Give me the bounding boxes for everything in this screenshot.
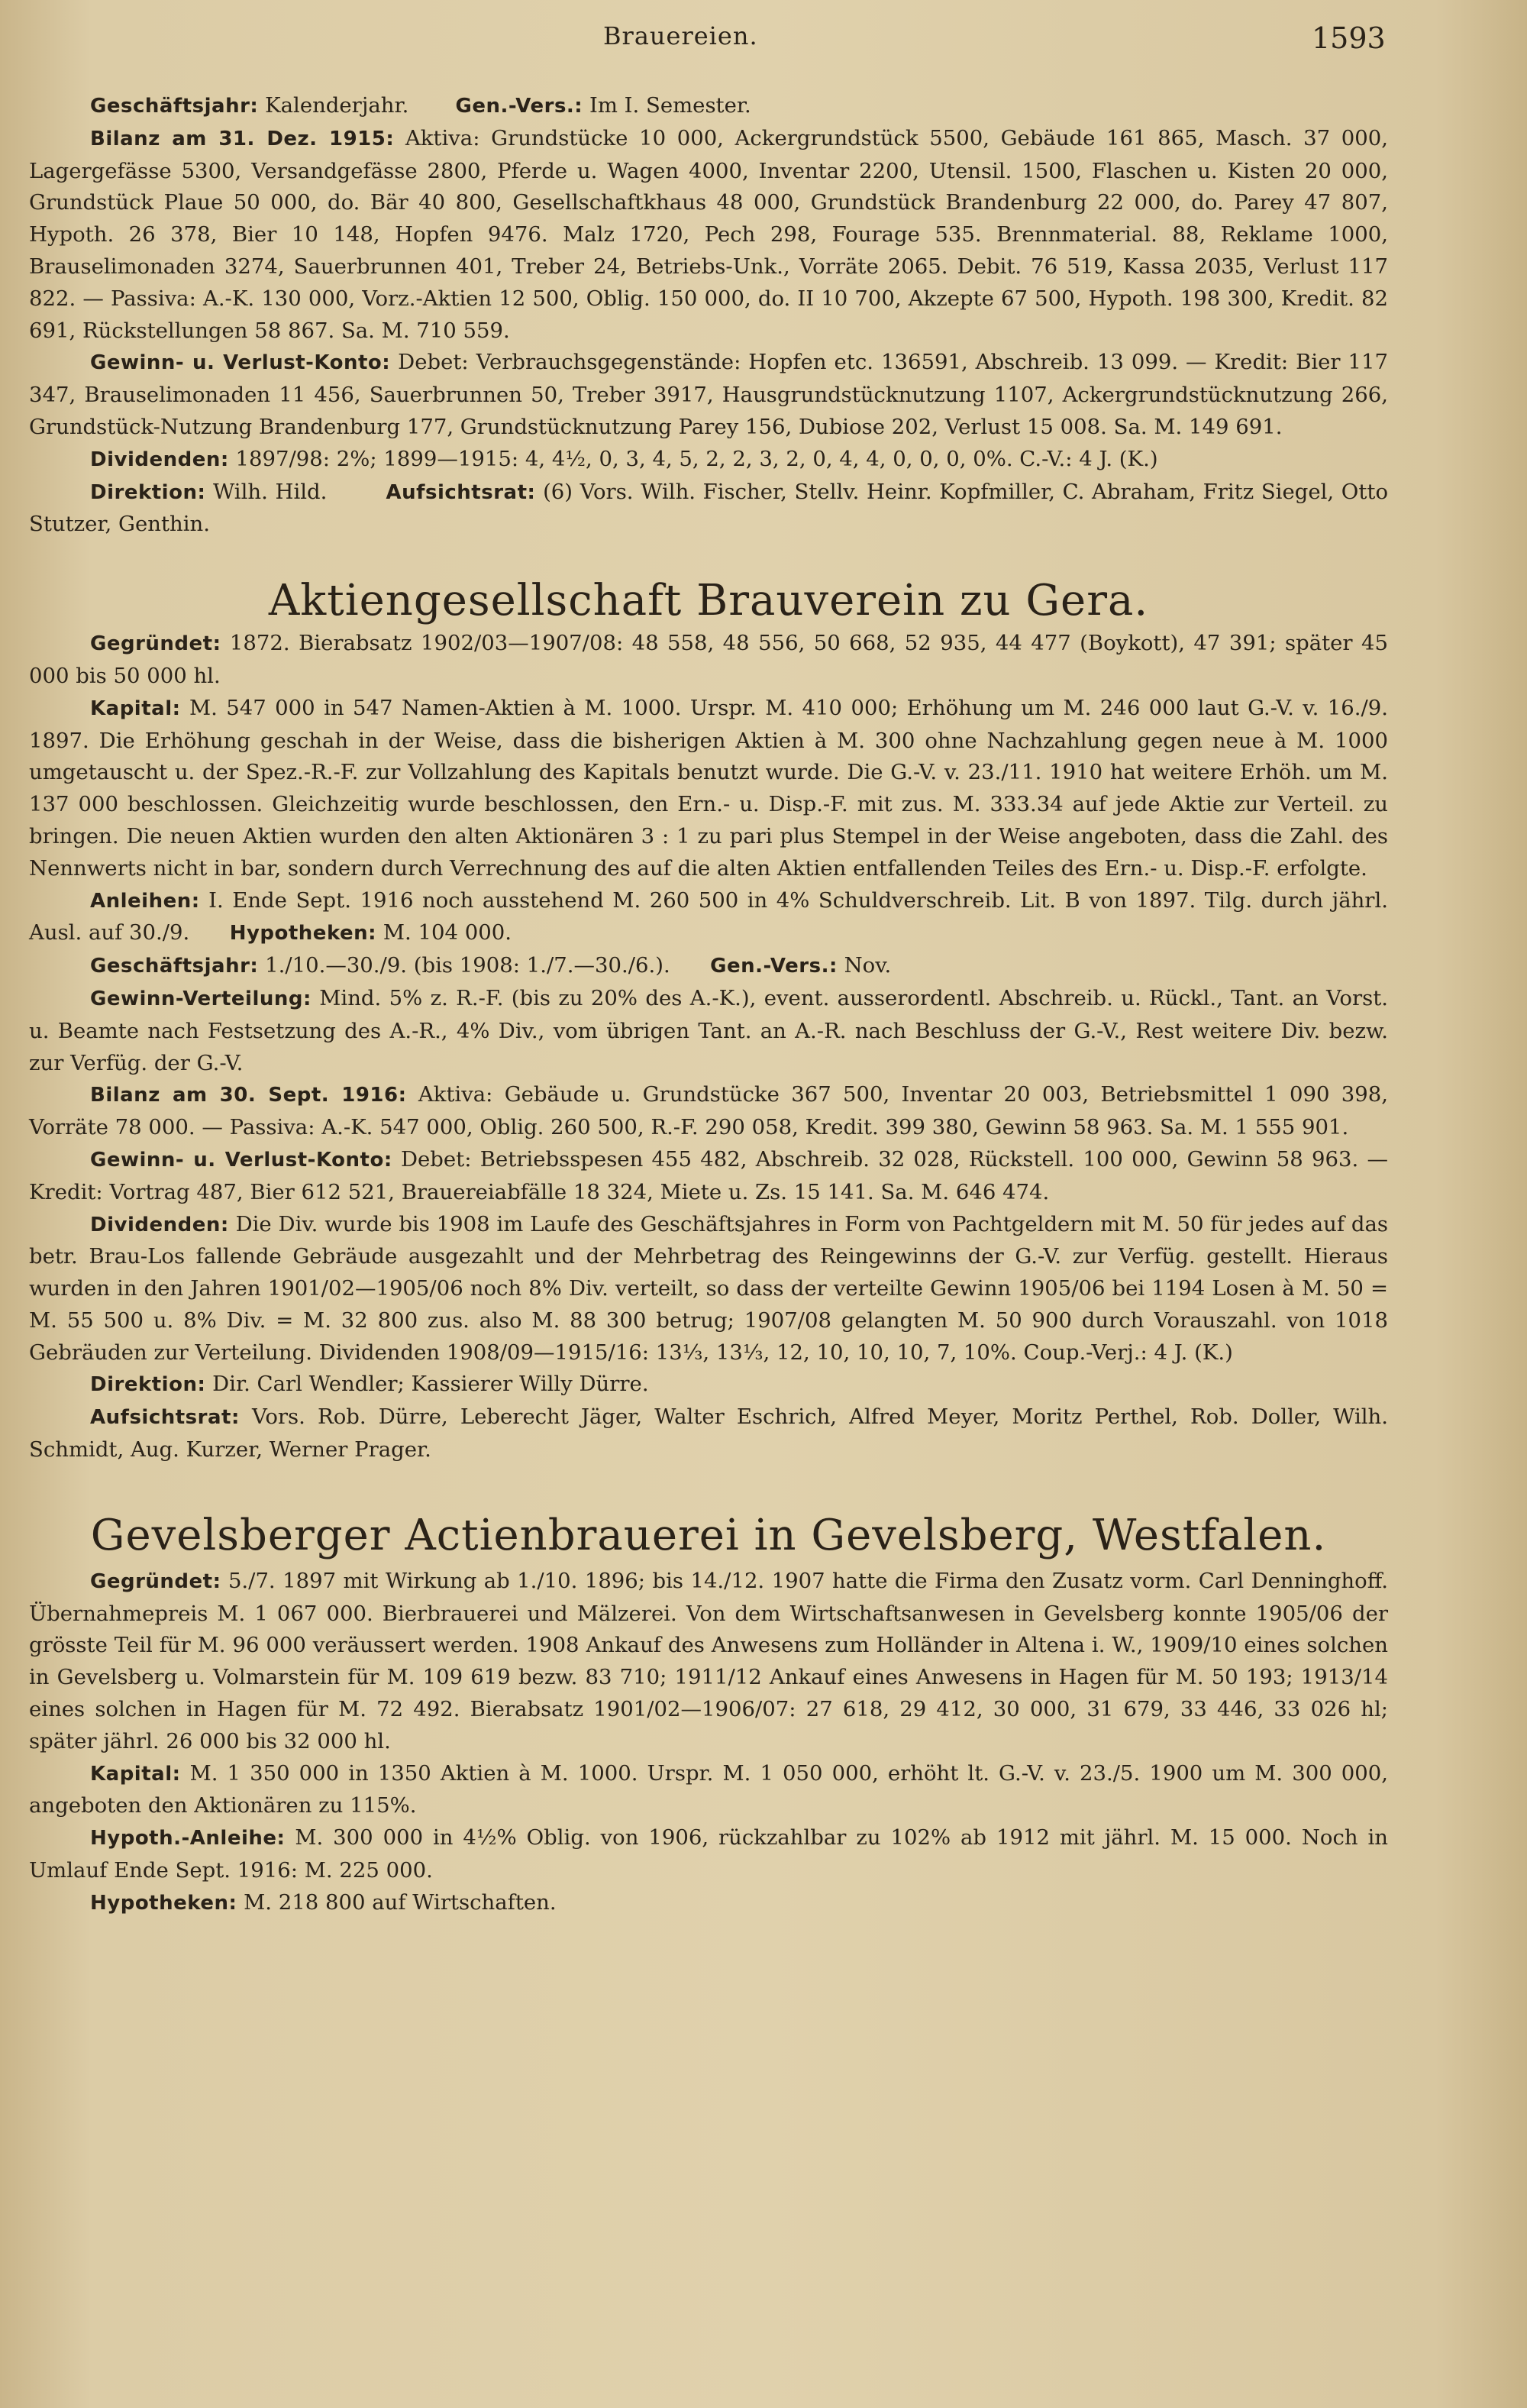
gera-aufsichtsrat-text: Vors. Rob. Dürre, Leberecht Jäger, Walter Eschrich, Alfred Meyer, Moritz Perthel, Rob. Doller, Wilh. Schmidt, Aug. Kurzer, Werner Prager. [29, 1404, 1389, 1463]
gera-gewinn-verlust-entry [29, 1144, 1388, 1209]
gera-dividenden-text: Die Div. wurde bis 1908 im Laufe des Geschäftsjahres in Form von Pachtgeldern mit M. 50 für jedes auf das betr. Brau-Los fallende Gebräude ausgezahlt und der Mehrbetrag des Reingewinns der G.-V. zur Verfüg. gestellt. Hieraus wurden in den Jahren 1901/02—1905/06 noch 8% Div. verteilt, so dass der verteilte Gewinn 1905/06 bei 1194 Losen à M. 50 = M. 55 500 u. 8% Div. = M. 32 800 zus. also M. 88 300 betrug; 1907/08 gelangten M. 50 900 durch Vorauszahl. von 1018 Gebräuden zur Verteilung. Dividenden 1908/09—1915/16: 13⅓, 13⅓, 12, 10, 10, 10, 7, 10%. Coup.-Verj.: 4 J. (K.) [29, 1211, 1388, 1365]
company-title-gera: Aktiengesellschaft Brauverein zu Gera. [268, 576, 1149, 626]
geschaeftsjahr-entry [29, 90, 1388, 123]
gera-direktion-entry [29, 1369, 1388, 1401]
gera-bilanz-label: Bilanz am 30. Sept. 1916: [90, 1084, 407, 1107]
gev-kapital-text: M. 1 350 000 in 1350 Aktien à M. 1000. Urspr. M. 1 050 000, erhöht lt. G.-V. v. 23./5. 1900 um M. 300 000, angeboten den Aktionären zu 115%. [29, 1760, 1388, 1818]
gev-gegruendet-text: 5./7. 1897 mit Wirkung ab 1./10. 1896; bis 14./12. 1907 hatte die Firma den Zusatz vorm. Carl Denninghoff. Übernahmepreis M. 1 067 000. Bierbrauerei und Mälzerei. Von dem Wirtschaftsanwesen in Gevelsberg konnte 1905/06 der grösste Teil für M. 96 000 veräussert werden. 1908 Ankauf des Anwesens zum Holländer in Altena i. W., 1909/10 eines solchen in Gevelsberg u. Volmarstein für M. 109 619 bezw. 83 710; 1911/12 Ankauf eines Anwesens in Hagen für M. 50 193; 1913/14 eines solchen in Hagen für M. 72 492. Bierabsatz 1901/02—1906/07: 27 618, 29 412, 30 000, 31 679, 33 446, 33 026 hl; später jährl. 26 000 bis 32 000 hl. [29, 1568, 1388, 1753]
gera-verteilung-entry [29, 983, 1388, 1079]
gera-geschaeftsjahr-text: 1./10.—30./9. (bis 1908: 1./7.—30./6.). [265, 953, 670, 978]
gera-verteilung-text: Mind. 5% z. R.-F. (bis zu 20% des A.-K.), event. ausserordentl. Abschreib. u. Rückl., Tant. an Vorst. u. Beamte nach Festsetzung des A.-R., 4% Div., vom übrigen Tant. an A.-R. nach Beschluss der G.-V., Rest weitere Div. bezw. zur Verfüg. der G.-V. [29, 985, 1389, 1075]
gera-bilanz-text: Aktiva: Gebäude u. Grundstücke 367 500, Inventar 20 003, Betriebsmittel 1 090 398, Vorräte 78 000. — Passiva: A.-K. 547 000, Oblig. 260 500, R.-F. 290 058, Kredit. 399 380, Gewinn 58 963. Sa. M. 1 555 901. [29, 1082, 1388, 1140]
genvers-text: Im I. Semester. [589, 93, 751, 118]
direktion-entry [29, 477, 1388, 541]
bilanz-label: Bilanz am 31. Dez. 1915: [90, 127, 395, 150]
gera-anleihen-entry [29, 885, 1388, 951]
page-number: 1593 [1312, 21, 1386, 55]
gera-aufsichtsrat-entry [29, 1401, 1388, 1466]
gera-gewinn-verlust-label: Gewinn- u. Verlust-Konto: [90, 1148, 392, 1172]
gera-genvers-label: Gen.-Vers.: [710, 955, 838, 978]
gera-gegruendet-label: Gegründet: [90, 632, 221, 656]
gev-hypotheken-entry [29, 1887, 1388, 1920]
gev-anleihe-label: Hypoth.-Anleihe: [90, 1827, 286, 1850]
gera-kapital-entry [29, 693, 1388, 885]
bilanz-text: Aktiva: Grundstücke 10 000, Ackergrundstück 5500, Gebäude 161 865, Masch. 37 000, Lagergefässe 5300, Versandgefässe 2800, Pferde u. Wagen 4000, Inventar 2200, Utensil. 1500, Flaschen u. Kisten 20 000, Grundstück Plaue 50 000, do. Bär 40 800, Gesellschaftkhaus 48 000, Grundstück Brandenburg 22 000, do. Parey 47 807, Hypoth. 26 378, Bier 10 148, Hopfen 9476. Malz 1720, Pech 298, Fourage 535. Brennmaterial. 88, Reklame 1000, Brauselimonaden 3274, Sauerbrunnen 401, Treber 24, Betriebs-Unk., Vorräte 2065. Debit. 76 519, Kassa 2035, Verlust 117 822. — Passiva: A.-K. 130 000, Vorz.-Aktien 12 500, Oblig. 150 000, do. II 10 700, Akzepte 67 500, Hypoth. 198 300, Kredit. 82 691, Rückstellungen 58 867. Sa. M. 710 559. [29, 125, 1389, 343]
gera-geschaeftsjahr-entry [29, 950, 1388, 983]
gera-gewinn-verlust-text: Debet: Betriebsspesen 455 482, Abschreib. 32 028, Rückstell. 100 000, Gewinn 58 963. — Kredit: Vortrag 487, Bier 612 521, Brauereiabfälle 18 324, Miete u. Zs. 15 141. Sa. M. 646 474. [29, 1146, 1389, 1204]
page-header [0, 15, 1527, 61]
gev-anleihe-text: M. 300 000 in 4½% Oblig. von 1906, rückzahlbar zu 102% ab 1912 mit jährl. M. 15 000. Noch in Umlauf Ende Sept. 1916: M. 225 000. [29, 1825, 1388, 1883]
gev-gegruendet-entry [29, 1566, 1388, 1758]
gera-genvers-text: Nov. [844, 953, 892, 978]
geschaeftsjahr-text: Kalenderjahr. [265, 93, 409, 118]
dividenden-text: 1897/98: 2%; 1899—1915: 4, 4½, 0, 3, 4, 5, 2, 2, 3, 2, 0, 4, 4, 0, 0, 0, 0%. C.-V.: 4 J. (K.) [235, 446, 1158, 471]
gera-hypotheken-label: Hypotheken: [229, 922, 377, 945]
gera-hypotheken-text: M. 104 000. [383, 920, 512, 945]
aufsichtsrat-label: Aufsichtsrat: [386, 480, 536, 504]
gera-gegruendet-entry [29, 628, 1388, 693]
gera-gegruendet-text: 1872. Bierabsatz 1902/03—1907/08: 48 558, 48 556, 50 668, 52 935, 44 477 (Boykott), 47 391; später 45 000 bis 50 000 hl. [29, 631, 1388, 688]
gera-kapital-label: Kapital: [90, 697, 181, 720]
gera-dividenden-label: Dividenden: [90, 1213, 229, 1236]
gev-kapital-label: Kapital: [90, 1762, 181, 1786]
gera-kapital-text: M. 547 000 in 547 Namen-Aktien à M. 1000. Urspr. M. 410 000; Erhöhung um M. 246 000 laut G.-V. v. 16./9. 1897. Die Erhöhung geschah in der Weise, dass die bisherigen Aktien à M. 300 ohne Nachzahlung gegen neue à M. 1000 umgetauscht u. der Spez.-R.-F. zur Vollzahlung des Kapitals benutzt wurde. Die G.-V. v. 23./11. 1910 hat weitere Erhöh. um M. 137 000 beschlossen. Gleichzeitig wurde beschlossen, den Ern.- u. Disp.-F. mit zus. M. 333.34 auf jede Aktie zur Verteil. zu bringen. Die neuen Aktien wurden den alten Aktionären 3 : 1 zu pari plus Stempel in der Weise angeboten, dass die Zahl. des Nennwerts nicht in bar, sondern durch Verrechnung des auf die alten Aktien entfallenden Teiles des Ern.- u. Disp.-F. erfolgte. [29, 695, 1388, 881]
genvers-label: Gen.-Vers.: [455, 95, 583, 118]
direktion-text: Wilh. Hild. [213, 479, 328, 504]
running-title: Brauereien. [603, 21, 758, 50]
gera-bilanz-entry [29, 1079, 1388, 1144]
gev-gegruendet-label: Gegründet: [90, 1569, 221, 1593]
gera-anleihen-label: Anleihen: [90, 889, 200, 913]
geschaeftsjahr-label: Geschäftsjahr: [90, 95, 259, 118]
dividenden-entry [29, 444, 1388, 477]
dividenden-label: Dividenden: [90, 448, 229, 471]
gera-direktion-label: Direktion: [90, 1373, 206, 1397]
gev-hypotheken-text: M. 218 800 auf Wirtschaften. [244, 1889, 557, 1915]
gera-aufsichtsrat-label: Aufsichtsrat: [90, 1406, 240, 1430]
gev-hypotheken-label: Hypotheken: [90, 1891, 237, 1915]
gera-dividenden-entry [29, 1209, 1388, 1369]
gera-verteilung-label: Gewinn-Verteilung: [90, 987, 312, 1010]
gera-geschaeftsjahr-label: Geschäftsjahr: [90, 955, 259, 978]
company-title-gevelsberg: Gevelsberger Actienbrauerei in Gevelsberg, Westfalen. [90, 1510, 1327, 1560]
gewinn-verlust-entry [29, 347, 1388, 443]
gera-anleihen-text: I. Ende Sept. 1916 noch ausstehend M. 260 500 in 4% Schuldverschreib. Lit. B von 1897. Tilg. durch jährl. Ausl. auf 30./9. [29, 887, 1388, 945]
gewinn-verlust-text: Debet: Verbrauchsgegenstände: Hopfen etc. 136591, Abschreib. 13 099. — Kredit: Bier 117 347, Brauselimonaden 11 456, Sauerbrunnen 50, Treber 3917, Hausgrundstücknutzung 1107, Ackergrundstücknutzung 266, Grundstück-Nutzung Brandenburg 177, Grundstücknutzung Parey 156, Dubiose 202, Verlust 15 008. Sa. M. 149 691. [29, 350, 1388, 439]
gewinn-verlust-label: Gewinn- u. Verlust-Konto: [90, 351, 391, 375]
page-content [29, 90, 1388, 1920]
gera-direktion-text: Dir. Carl Wendler; Kassierer Willy Dürre. [212, 1372, 649, 1397]
gev-kapital-entry [29, 1758, 1388, 1823]
direktion-label: Direktion: [90, 480, 206, 504]
gev-anleihe-entry [29, 1822, 1388, 1887]
aufsichtsrat-text: (6) Vors. Wilh. Fischer, Stellv. Heinr. Kopfmiller, C. Abraham, Fritz Siegel, Otto Stutzer, Genthin. [29, 479, 1389, 537]
bilanz-entry [29, 123, 1388, 347]
